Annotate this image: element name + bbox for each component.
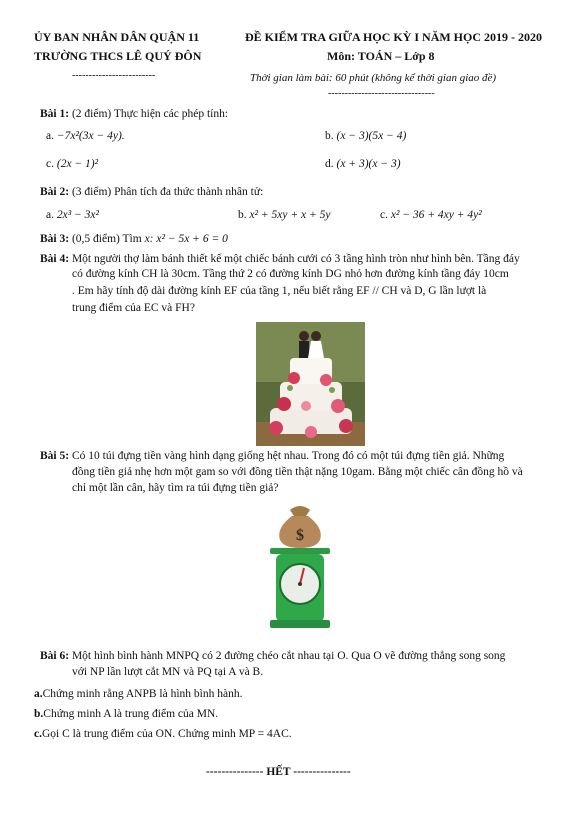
bai4-line1 [40,253,520,265]
bai6-c-text: Gọi C là trung điểm của ON. Chứng minh MP = 4AC. [41,728,292,740]
bai4-text-3: . Em hãy tính độ dài đường kính EF của tầng 1, nếu biết rằng EF // CH và D, G lần lượt là [72,285,487,297]
left-divider: ------------------------- [72,70,156,81]
bai6-c-label: c. [34,728,42,740]
bai3-expr: x: x² − 5x + 6 = 0 [144,233,228,245]
scale-illustration [262,500,338,630]
bai5-label: Bài 5: [40,450,70,462]
bai1-a-expr: −7x²(3x − 4y). [56,130,125,142]
bai2-c [380,209,482,221]
bai6-a [34,688,242,700]
bai6-label: Bài 6: [40,650,70,662]
right-divider: -------------------------------- [328,88,435,99]
exam-title: ĐỀ KIỂM TRA GIỮA HỌC KỲ I NĂM HỌC 2019 - 2020 [245,30,543,44]
bai1-c [46,158,98,170]
bai1-text: (2 điểm) Thực hiện các phép tính: [71,108,229,120]
bai3 [40,233,228,245]
bai5-text-2: đồng tiền giả nhẹ hơn một gam so với đồng tiền thật nặng 10gam. Bằng một chiếc cân đồng hồ và [72,466,523,478]
bai2-text: (3 điểm) Phân tích đa thức thành nhân tử: [71,186,264,198]
bai5-line1 [40,450,504,462]
subject-line: Môn: TOÁN – Lớp 8 [327,49,435,63]
bai6-line1 [40,650,505,662]
bai1-a-label: a. [46,130,54,142]
bai1-label: Bài 1: [40,108,70,120]
school-name: TRƯỜNG THCS LÊ QUÝ ĐÔN [34,49,202,63]
cake-illustration [256,322,365,446]
bai1-a [46,130,125,142]
bai1-d-label: d. [325,158,334,170]
bai2-a-expr: 2x³ − 3x² [56,209,99,221]
bai4-text-4: trung điểm của EC và FH? [72,302,195,314]
bai2-heading [40,186,263,198]
bai6-c [34,728,292,740]
bai6-text-1: Một hình bình hành MNPQ có 2 đường chéo cắt nhau tại O. Qua O vẽ đường thẳng song song [71,650,506,662]
bai4-label: Bài 4: [40,253,70,265]
bai2-label: Bài 2: [40,186,70,198]
bai1-heading [40,108,228,120]
bai1-b [325,130,406,142]
bai1-d-expr: (x + 3)(x − 3) [336,158,401,170]
bai6-b [34,708,218,720]
bai2-b-label: b. [238,209,247,221]
scale-image [262,500,338,630]
bai1-b-expr: (x − 3)(5x − 4) [336,130,407,142]
bai4-text-2: có đường kính CH là 30cm. Tầng thứ 2 có đường kính DG nhỏ hơn đường kính tầng đáy 10cm [72,268,509,280]
bai3-text: (0,5 điểm) Tìm [71,233,142,245]
bai2-b [238,209,331,221]
time-note: Thời gian làm bài: 60 phút (không kể thời gian giao đề) [250,72,497,84]
dollar-sign: $ [296,527,304,544]
bai1-b-label: b. [325,130,334,142]
bai1-c-expr: (2x − 1)² [56,158,99,170]
bai5-text-3: chỉ một lần cân, hãy tìm ra túi đựng tiền giả? [72,482,279,494]
bai6-text-2: với NP lần lượt cắt MN và PQ tại A và B. [72,666,264,678]
bai3-label: Bài 3: [40,233,70,245]
bai2-c-label: c. [380,209,388,221]
bai1-c-label: c. [46,158,54,170]
wedding-cake-image [256,322,365,446]
bai1-d [325,158,401,170]
bai6-a-text: Chứng minh rằng ANPB là hình bình hành. [42,688,243,700]
end-marker: --------------- HẾT --------------- [206,766,351,778]
bai6-a-label: a. [34,688,43,700]
bai2-a [46,209,99,221]
bai5-text-1: Có 10 túi đựng tiền vàng hình dạng giống hệt nhau. Trong đó có một túi đựng tiền giả. Những [71,450,505,462]
bai2-a-label: a. [46,209,54,221]
bai4-text-1: Một người thợ làm bánh thiết kế một chiếc bánh cưới có 3 tầng hình tròn như hình bên. Tầng đáy [71,253,520,265]
bai6-b-label: b. [34,708,44,720]
bai6-b-text: Chứng minh A là trung điểm của MN. [43,708,219,720]
bai2-c-expr: x² − 36 + 4xy + 4y² [390,209,482,221]
bai2-b-expr: x² + 5xy + x + 5y [249,209,331,221]
district-name: ỦY BAN NHÂN DÂN QUẬN 11 [34,30,200,44]
